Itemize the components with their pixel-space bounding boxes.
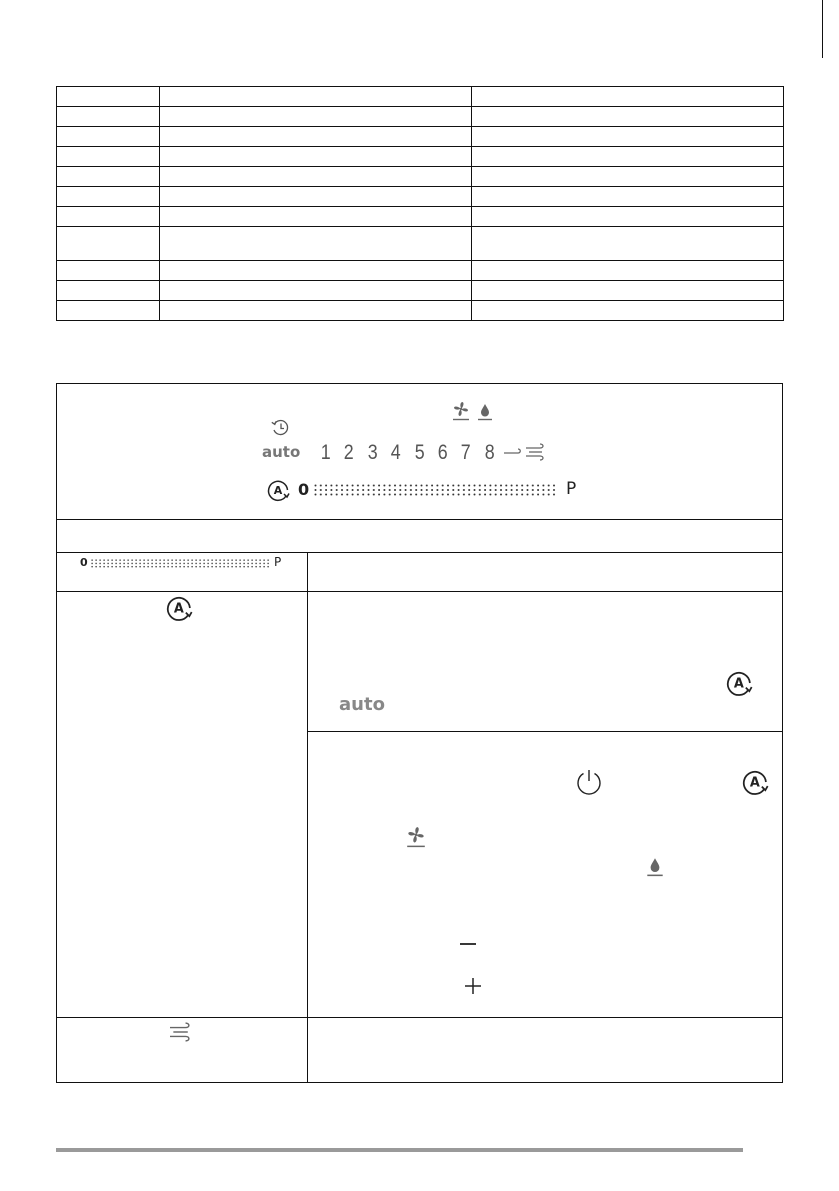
svg-text:A: A bbox=[749, 775, 760, 791]
power-level-5: 5 bbox=[414, 441, 425, 464]
divider bbox=[307, 552, 308, 1082]
breeze-icon bbox=[503, 445, 523, 459]
table-row bbox=[57, 301, 784, 321]
divider bbox=[57, 1017, 782, 1018]
table-row bbox=[57, 147, 784, 167]
auto-label: auto bbox=[262, 443, 301, 461]
footer-bar bbox=[56, 1148, 743, 1152]
power-level-2: 2 bbox=[344, 441, 355, 464]
divider bbox=[57, 591, 782, 592]
row-slider-max: P bbox=[274, 555, 282, 569]
timer-icon bbox=[269, 418, 291, 438]
table-row bbox=[57, 127, 784, 147]
table-row bbox=[57, 281, 784, 301]
power-level-6: 6 bbox=[437, 441, 448, 464]
power-level-3: 3 bbox=[367, 441, 378, 464]
power-level-8: 8 bbox=[484, 441, 495, 464]
table-row bbox=[57, 187, 784, 207]
crop-mark bbox=[822, 0, 823, 58]
slider-min-label: 0 bbox=[298, 480, 310, 499]
automatic-mode-icon bbox=[164, 594, 196, 622]
table-row bbox=[57, 207, 784, 227]
grease-filter-icon bbox=[477, 401, 493, 421]
table-row bbox=[57, 227, 784, 261]
power-icon bbox=[575, 767, 603, 797]
svg-text:A: A bbox=[733, 676, 744, 692]
automatic-mode-icon bbox=[266, 478, 292, 502]
svg-text:A: A bbox=[173, 601, 184, 617]
slider-dots bbox=[314, 484, 558, 496]
intensive-icon bbox=[524, 443, 546, 461]
fan-icon bbox=[452, 401, 470, 421]
power-level-1: 1 bbox=[320, 441, 331, 464]
row-slider-min: 0 bbox=[80, 556, 88, 569]
power-levels bbox=[314, 441, 501, 465]
fan-icon bbox=[406, 826, 426, 848]
divider bbox=[57, 552, 782, 553]
specification-table bbox=[56, 86, 784, 321]
svg-text:A: A bbox=[273, 484, 283, 497]
auto-label: auto bbox=[339, 694, 385, 715]
row-slider-dots bbox=[91, 559, 269, 568]
power-level-7: 7 bbox=[461, 441, 471, 464]
table-row bbox=[57, 167, 784, 187]
grease-filter-icon bbox=[646, 855, 664, 877]
divider bbox=[57, 519, 782, 520]
plus-icon bbox=[462, 975, 484, 997]
automatic-mode-icon bbox=[724, 669, 756, 697]
table-row bbox=[57, 107, 784, 127]
divider bbox=[307, 731, 782, 732]
minus-icon bbox=[457, 936, 479, 952]
table-row bbox=[57, 261, 784, 281]
slider-max-label: P bbox=[566, 479, 577, 499]
intensive-icon bbox=[167, 1022, 193, 1042]
automatic-mode-icon bbox=[740, 768, 772, 796]
power-level-4: 4 bbox=[390, 441, 401, 464]
table-row bbox=[57, 87, 784, 107]
